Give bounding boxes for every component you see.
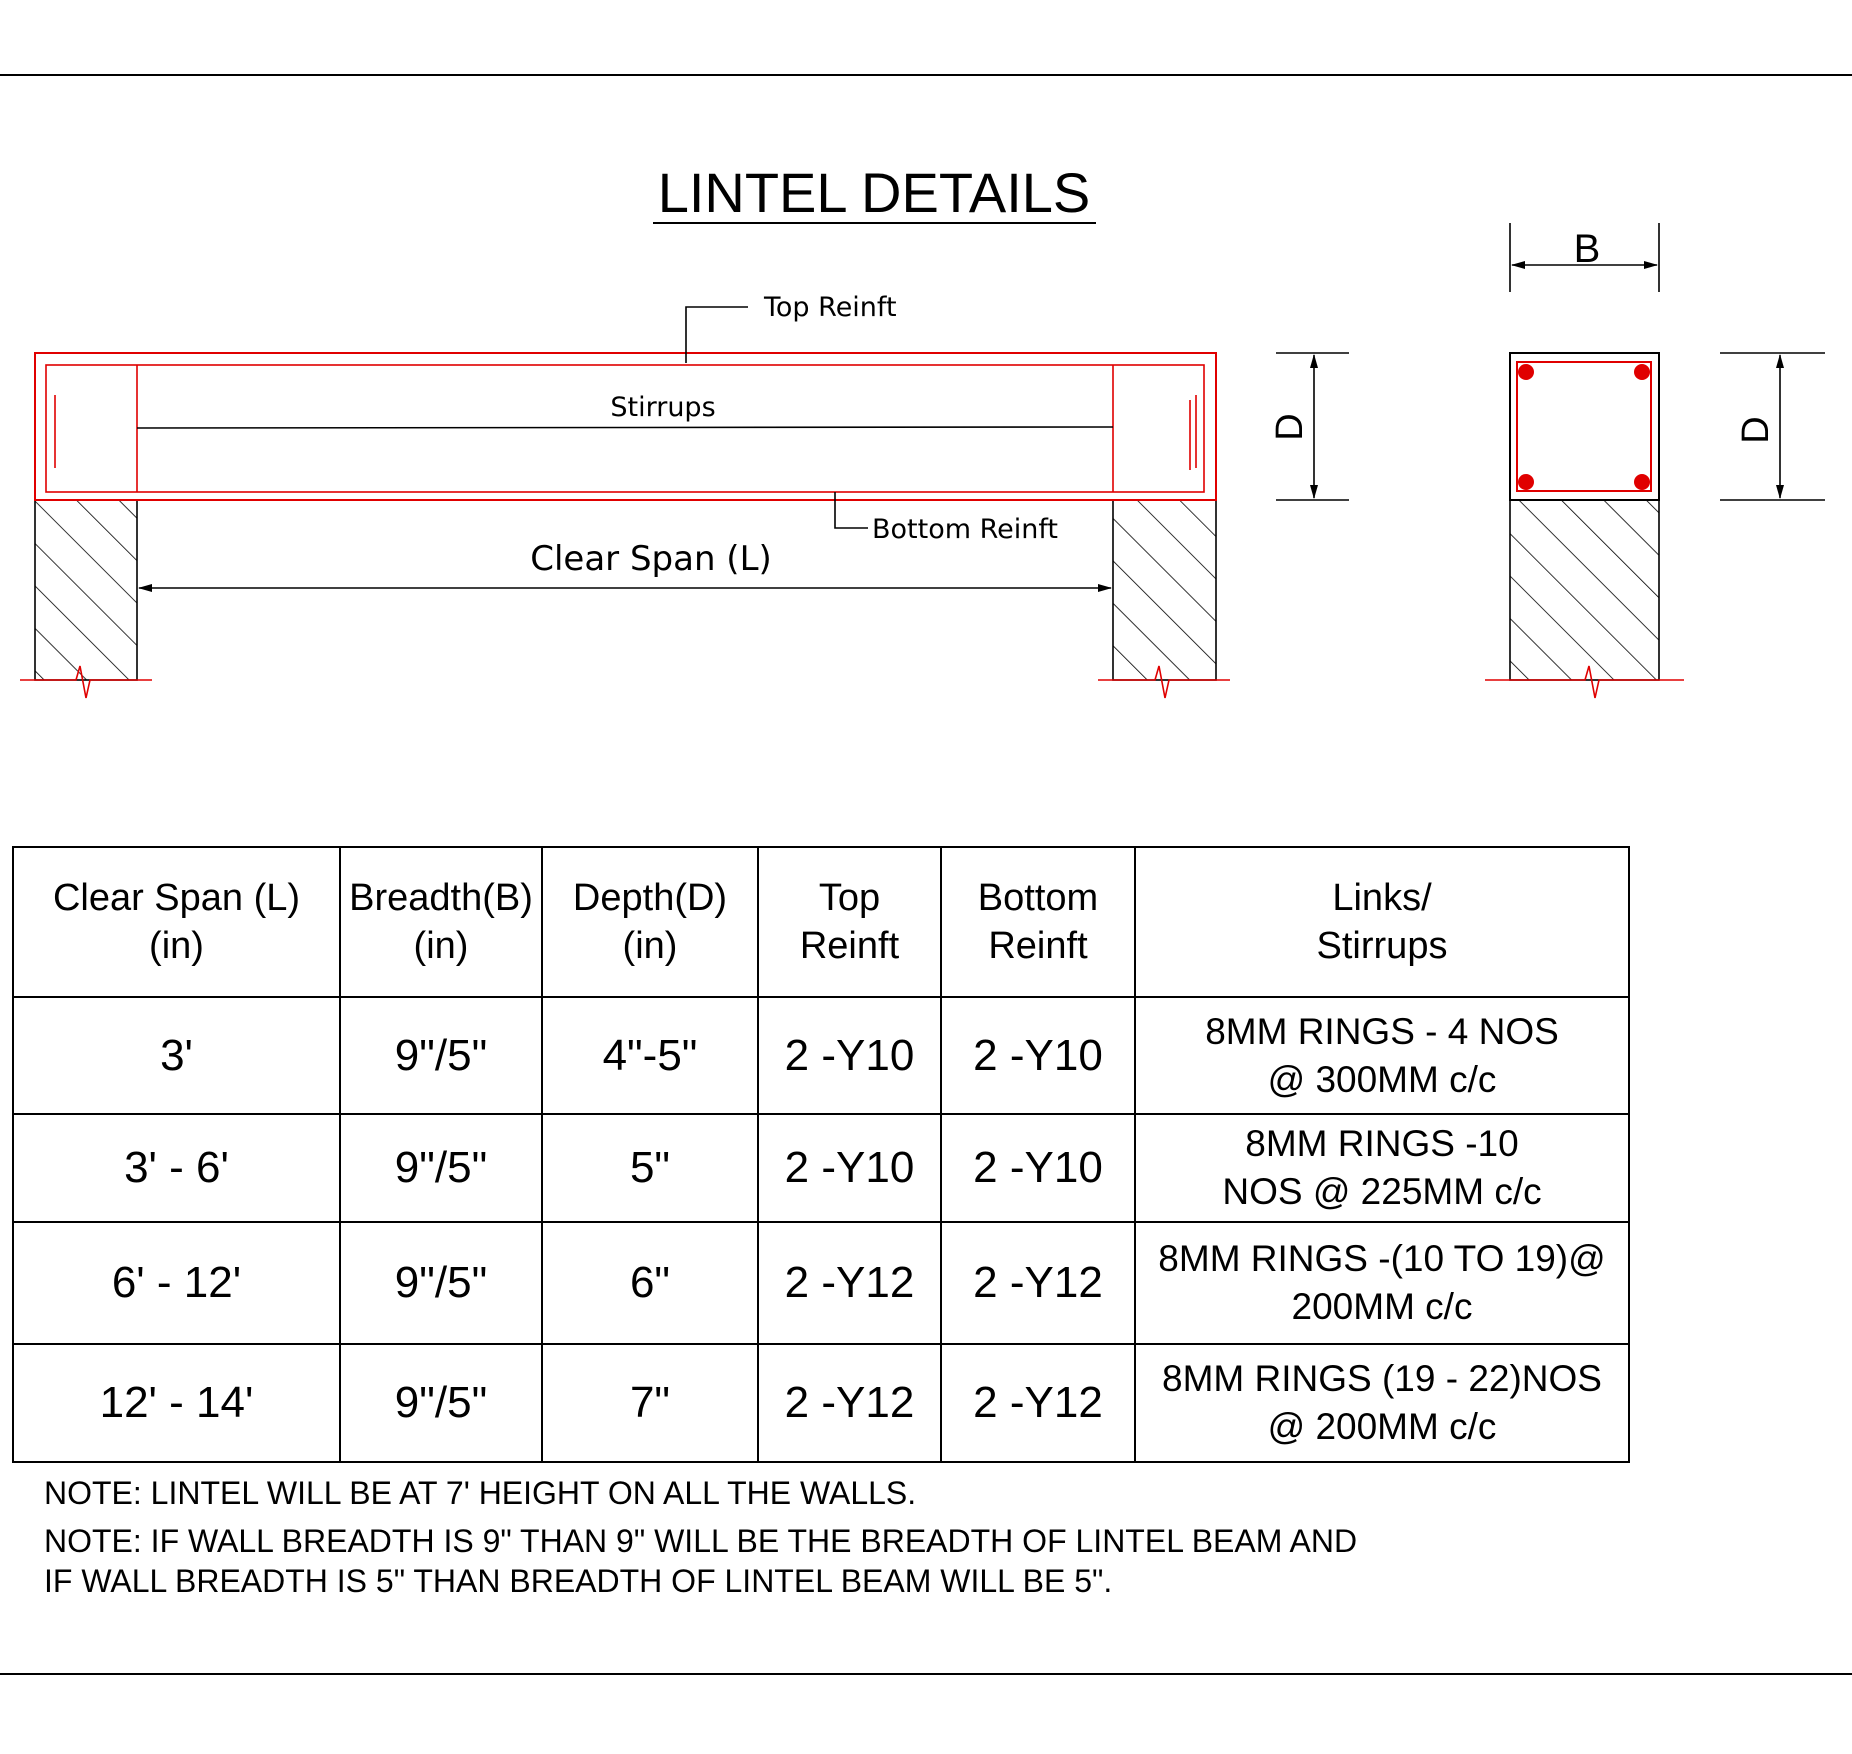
cell-span: 3' - 6' <box>13 1114 340 1222</box>
table-row <box>13 997 1629 1114</box>
cell-top-reinft: 2 -Y12 <box>758 1222 941 1344</box>
section-stirrup <box>1517 362 1651 491</box>
note-breadth-line1: NOTE: IF WALL BREADTH IS 9" THAN 9" WILL BE THE BREADTH OF LINTEL BEAM AND <box>44 1523 1358 1559</box>
header-links-stirrups: Links/ Stirrups <box>1135 847 1629 997</box>
cell-bottom-reinft: 2 -Y10 <box>941 997 1135 1114</box>
stirrups-line <box>137 427 1113 428</box>
cell-span: 12' - 14' <box>13 1344 340 1462</box>
cell-breadth: 9"/5" <box>340 1222 542 1344</box>
depth-label: D <box>1269 413 1311 441</box>
table-row <box>13 1344 1629 1462</box>
cell-top-reinft: 2 -Y10 <box>758 1114 941 1222</box>
stirrups-label: Stirrups <box>610 392 716 423</box>
header-top-reinft: Top Reinft <box>758 847 941 997</box>
cell-bottom-reinft: 2 -Y12 <box>941 1344 1135 1462</box>
bottom-reinft-leader <box>835 492 868 528</box>
cell-breadth: 9"/5" <box>340 1344 542 1462</box>
cell-depth: 6" <box>542 1222 758 1344</box>
header-clear-span: Clear Span (L) (in) <box>13 847 340 997</box>
cell-bottom-reinft: 2 -Y10 <box>941 1114 1135 1222</box>
rebar-top-right <box>1634 364 1650 380</box>
lintel-cross-section <box>1485 223 1825 698</box>
rebar-bottom-right <box>1634 474 1650 490</box>
table-row <box>13 1114 1629 1222</box>
note-height: NOTE: LINTEL WILL BE AT 7' HEIGHT ON ALL THE WALLS. <box>44 1475 917 1511</box>
cell-links: 8MM RINGS -(10 TO 19)@ 200MM c/c <box>1135 1222 1629 1344</box>
top-reinft-leader <box>686 307 748 363</box>
rebar-bottom-left <box>1518 474 1534 490</box>
header-depth: Depth(D) (in) <box>542 847 758 997</box>
note-breadth-line2: IF WALL BREADTH IS 5" THAN BREADTH OF LINTEL BEAM WILL BE 5". <box>44 1563 1113 1599</box>
elevation-depth-dimension <box>1269 353 1349 500</box>
table-row <box>13 1222 1629 1344</box>
cell-links: 8MM RINGS - 4 NOS @ 300MM c/c <box>1135 997 1629 1114</box>
cell-depth: 4"-5" <box>542 997 758 1114</box>
clear-span-label: Clear Span (L) <box>530 539 772 579</box>
note-breadth <box>44 1521 1357 1601</box>
header-bottom-reinft: Bottom Reinft <box>941 847 1135 997</box>
cell-top-reinft: 2 -Y12 <box>758 1344 941 1462</box>
breadth-label: B <box>1573 227 1601 271</box>
cell-span: 6' - 12' <box>13 1222 340 1344</box>
left-wall <box>35 500 137 680</box>
cell-bottom-reinft: 2 -Y12 <box>941 1222 1135 1344</box>
section-depth-label: D <box>1735 416 1777 444</box>
rebar-top-left <box>1518 364 1534 380</box>
cell-breadth: 9"/5" <box>340 997 542 1114</box>
section-wall <box>1510 500 1659 680</box>
cell-depth: 7" <box>542 1344 758 1462</box>
cell-links: 8MM RINGS (19 - 22)NOS @ 200MM c/c <box>1135 1344 1629 1462</box>
bottom-reinft-label: Bottom Reinft <box>872 514 1059 545</box>
cell-span: 3' <box>13 997 340 1114</box>
header-breadth: Breadth(B) (in) <box>340 847 542 997</box>
top-reinft-label: Top Reinft <box>764 292 897 323</box>
lintel-elevation <box>20 292 1230 698</box>
cell-top-reinft: 2 -Y10 <box>758 997 941 1114</box>
cell-depth: 5" <box>542 1114 758 1222</box>
lintel-spec-table <box>12 846 1630 1463</box>
cell-breadth: 9"/5" <box>340 1114 542 1222</box>
table-header-row <box>13 847 1629 997</box>
right-wall <box>1113 500 1216 680</box>
page-title: LINTEL DETAILS <box>657 161 1091 224</box>
cell-links: 8MM RINGS -10 NOS @ 225MM c/c <box>1135 1114 1629 1222</box>
